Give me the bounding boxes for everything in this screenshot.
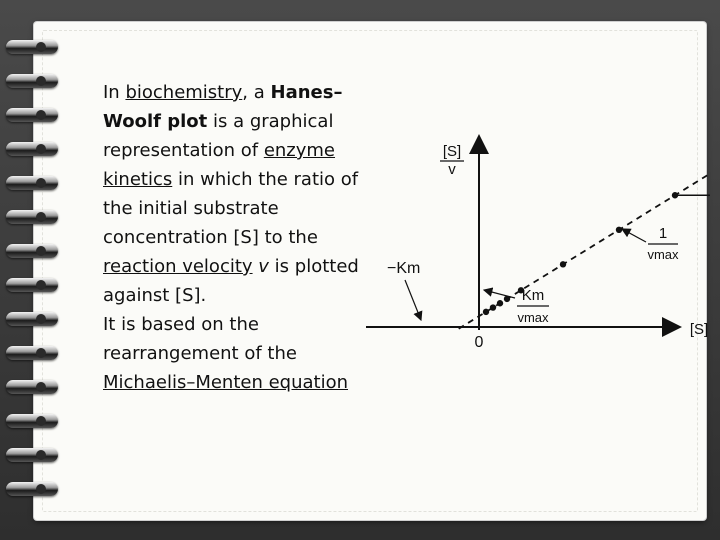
data-point [483, 309, 489, 315]
binding-hole [36, 314, 46, 324]
text-run: In [103, 82, 126, 103]
binding-ring [6, 346, 58, 360]
binding-ring [6, 312, 58, 326]
binding-hole [36, 348, 46, 358]
slope-arrow [622, 229, 646, 242]
binding-ring [6, 244, 58, 258]
binding-hole [36, 416, 46, 426]
binding-hole [36, 212, 46, 222]
intercept-arrow [484, 290, 515, 298]
binding-hole [36, 280, 46, 290]
binding-ring [6, 448, 58, 462]
link-michaelis-menten-equation[interactable]: Michaelis–Menten equation [103, 372, 349, 393]
data-points [483, 157, 710, 315]
x-axis-label: [S] [689, 321, 709, 338]
binding-ring [6, 142, 58, 156]
binding-hole [36, 76, 46, 86]
slope-label-denominator: vmax [647, 247, 679, 262]
y-axis-label-numerator: [S] [442, 143, 462, 160]
fit-line [459, 150, 710, 329]
binding-hole [36, 484, 46, 494]
binding-ring [6, 278, 58, 292]
data-point [490, 304, 496, 310]
binding-ring [6, 176, 58, 190]
text-run: in which the ratio of the initial substrate concentration [S] to the [103, 169, 359, 248]
binding-ring [6, 414, 58, 428]
text-run: It is based on the rearrangement of the [103, 314, 297, 364]
y-axis-label-denominator: v [448, 161, 456, 178]
data-point [497, 300, 503, 306]
term-hanes-woolf-plot: Hanes–Woolf plot [103, 82, 343, 132]
link-reaction-velocity[interactable]: reaction velocity [103, 256, 253, 277]
paragraph-definition [103, 78, 365, 310]
origin-label: 0 [474, 334, 484, 351]
binding-ring [6, 40, 58, 54]
text-run: is a graphical representation of [103, 111, 334, 161]
link-biochemistry[interactable]: biochemistry [125, 82, 243, 103]
text-run: is plotted against [S]. [103, 256, 359, 306]
binding-hole [36, 382, 46, 392]
text-run: , a [242, 82, 271, 103]
intercept-label-numerator: Km [521, 287, 545, 304]
binding-ring [6, 108, 58, 122]
variable-v: v [258, 256, 269, 277]
binding-ring [6, 74, 58, 88]
binding-hole [36, 246, 46, 256]
link-enzyme-kinetics[interactable]: enzyme kinetics [103, 140, 336, 190]
paragraph-basis [103, 310, 365, 397]
hanes-woolf-diagram [360, 120, 710, 360]
binding-ring [6, 210, 58, 224]
slope-label-numerator: 1 [658, 225, 668, 242]
data-point [616, 227, 622, 233]
binding-ring [6, 380, 58, 394]
neg-km-arrow [405, 280, 421, 320]
intercept-label-denominator: vmax [517, 310, 549, 325]
binding-hole [36, 110, 46, 120]
binding-hole [36, 144, 46, 154]
binding-hole [36, 178, 46, 188]
binding-hole [36, 450, 46, 460]
binding-hole [36, 42, 46, 52]
body-text [103, 78, 365, 397]
data-point [560, 261, 566, 267]
binding-ring [6, 482, 58, 496]
data-point [672, 192, 678, 198]
neg-km-label: −Km [387, 260, 421, 277]
